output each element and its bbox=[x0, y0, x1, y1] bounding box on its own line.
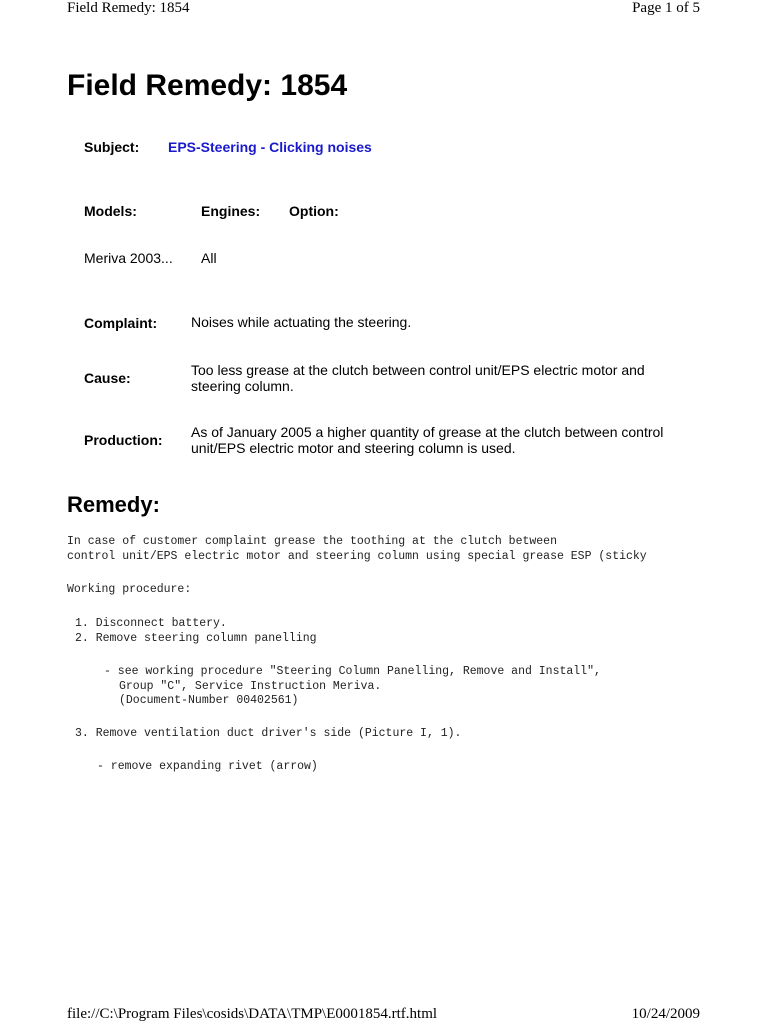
header-page-number: Page 1 of 5 bbox=[632, 0, 700, 16]
step-2-note-line-1: - see working procedure "Steering Column Panelling, Remove and Install", bbox=[104, 665, 601, 678]
header-title: Field Remedy: 1854 bbox=[67, 0, 190, 16]
models-label: Models: bbox=[84, 203, 137, 219]
subject-value: EPS-Steering - Clicking noises bbox=[168, 139, 372, 155]
remedy-intro-line-2: control unit/EPS electric motor and steering column using special grease ESP (sticky bbox=[67, 550, 647, 563]
step-2-note-line-2: Group "C", Service Instruction Meriva. bbox=[119, 680, 382, 693]
step-3: 3. Remove ventilation duct driver's side (Picture I, 1). bbox=[75, 727, 462, 740]
footer-file-path: file://C:\Program Files\cosids\DATA\TMP\E0001854.rtf.html bbox=[67, 1006, 438, 1022]
complaint-label: Complaint: bbox=[84, 315, 158, 331]
cause-value: Too less grease at the clutch between control unit/EPS electric motor and steering column. bbox=[191, 362, 645, 394]
working-procedure-label: Working procedure: bbox=[67, 583, 192, 596]
step-1: 1. Disconnect battery. bbox=[75, 617, 227, 630]
remedy-heading: Remedy: bbox=[67, 492, 160, 517]
production-value: As of January 2005 a higher quantity of grease at the clutch between control unit/EPS electric motor and steering column is used. bbox=[191, 424, 664, 456]
step-3-note: - remove expanding rivet (arrow) bbox=[97, 760, 318, 773]
footer-date: 10/24/2009 bbox=[631, 1006, 700, 1022]
subject-label: Subject: bbox=[84, 139, 140, 155]
models-value: Meriva 2003... bbox=[84, 250, 173, 266]
document-title: Field Remedy: 1854 bbox=[67, 69, 348, 102]
complaint-value: Noises while actuating the steering. bbox=[191, 314, 412, 330]
engines-value: All bbox=[201, 250, 217, 266]
step-2-note-line-3: (Document-Number 00402561) bbox=[119, 694, 299, 707]
production-label: Production: bbox=[84, 432, 163, 448]
option-label: Option: bbox=[289, 203, 339, 219]
cause-label: Cause: bbox=[84, 370, 131, 386]
engines-label: Engines: bbox=[201, 203, 261, 219]
step-2: 2. Remove steering column panelling bbox=[75, 632, 317, 645]
remedy-intro-line-1: In case of customer complaint grease the toothing at the clutch between bbox=[67, 535, 557, 548]
